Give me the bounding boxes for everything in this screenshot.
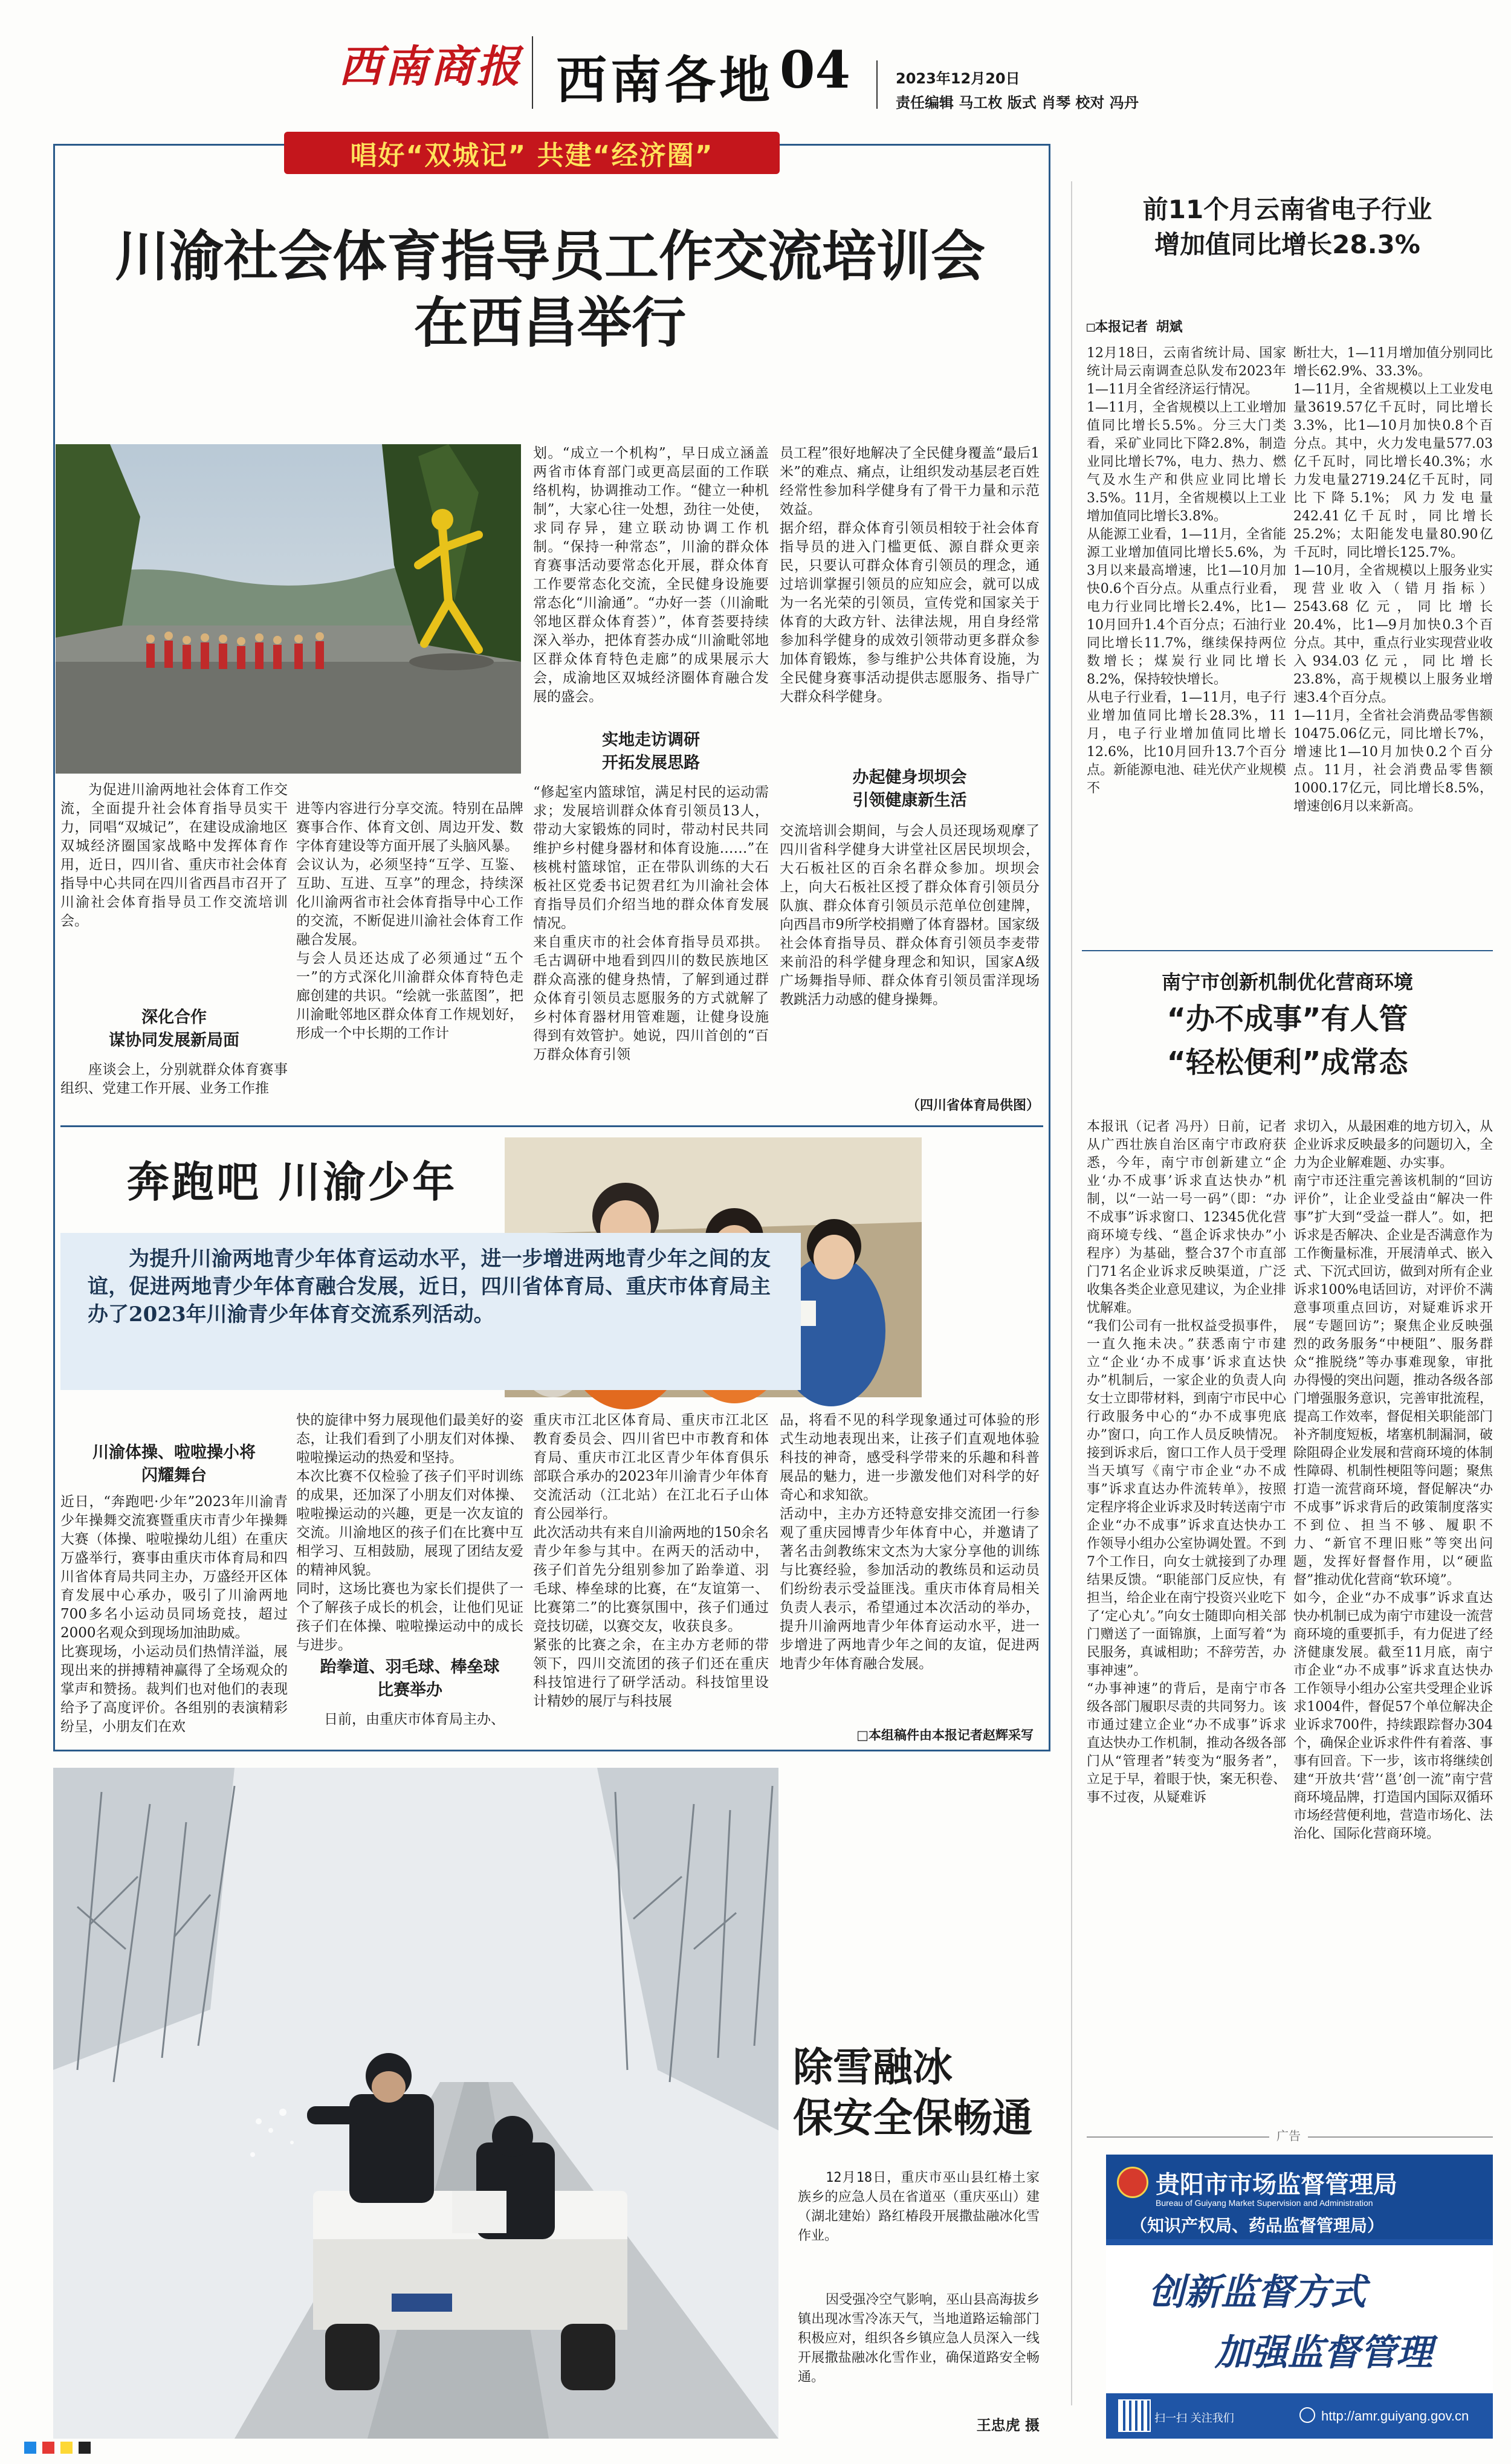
ad-qr-caption: 扫一扫 关注我们: [1154, 2412, 1234, 2425]
article1-col4-text: [780, 444, 1040, 746]
article3-title-line2: 增加值同比增长28.3%: [1154, 230, 1420, 259]
article5-photo: [53, 1768, 778, 2439]
article2-col4-text: [780, 1411, 1040, 1719]
article2-col3-text: [533, 1411, 769, 1741]
article5-credit: 王忠虎 摄: [976, 2417, 1040, 2434]
article1-lead-text: 为促进川渝两地社会体育工作交流，全面提升社会体育指导员实干力，同唱“双城记”，在建设成渝地区双城经济圈国家战略中发挥体育作用，近日，四川省、重庆市社会体育指导中心共同在四川省西昌市召开了川渝社会体育指导员工作交流培训会。: [60, 782, 288, 929]
article1-col4b-text: [780, 822, 1040, 1088]
article1-title-line2: 在西昌举行: [414, 291, 686, 355]
article2-col3-para: 重庆市江北区体育局、重庆市江北区教育委员会、四川省巴中市教育和体育局、重庆市江北区青少年体育俱乐部联合承办的2023年川渝青少年体育交流活动（江北站）在江北石子山体育公园举行。 此次活动共有来自川渝两地的150余名青少年参与其中。在两天的活动中，孩子们首先分组别参加了跆拳道、羽毛球、棒垒球的比赛，在“友谊第一、比赛第二”的比赛氛围中，孩子们通过竞技切磋，以赛交友，收获良多。 紧张的比赛之余，在主办方老师的带领下，四川交流团的孩子们还在重庆科技馆进行了研学活动。科技馆里设计精妙的展厅与科技展: [533, 1412, 769, 1709]
article2-col2-text: [296, 1411, 523, 1653]
article2-title: 奔跑吧 川渝少年: [127, 1157, 458, 1207]
ad-slogan-line2: 加强监督管理: [1215, 2332, 1432, 2374]
ad-slogan-line1: 创新监督方式: [1148, 2271, 1366, 2314]
right-column-divider: [1071, 181, 1072, 2405]
article1-subhead-2: 实地走访调研 开拓发展思路: [602, 731, 700, 772]
article5-title-line2: 保安全保畅通: [793, 2094, 1032, 2141]
ad-qr-code-icon: [1118, 2399, 1151, 2432]
footer-color-marks: [24, 2442, 145, 2454]
article2-col2-para: 快的旋律中努力展现他们最美好的姿态，让我们看到了小朋友们对体操、啦啦操运动的热爱和坚持。 本次比赛不仅检验了孩子们平时训练的成果，还加深了小朋友们对体操、啦啦操运动的兴趣，更是一次友谊的交流。川渝地区的孩子们在比赛中互相学习、互相鼓励，展现了团结友爱的精神风貌。 同时，这场比赛也为家长们提供了一个了解孩子成长的机会，让他们见证孩子们在体操、啦啦操运动中的成长与进步。: [296, 1412, 523, 1653]
article2-col4-para: 品，将看不见的科学现象通过可体验的形式生动地表现出来，让孩子们直观地体验科技的神奇，感受科学带来的乐趣和科普展品的魅力，进一步激发他们对科学的好奇心和求知欲。 活动中，主办方还特意安排交流团一行参观了重庆园博青少年体育中心，并邀请了著名击剑教练宋文杰为大家分享他的训练与比赛经验，参加活动的教练员和运动员们纷纷表示受益匪浅。重庆市体育局相关负责人表示，希望通过本次活动的举办，提升川渝两地青少年体育运动水平，进一步增进了两地青少年之间的友谊，促进两地青少年体育融合发展。: [780, 1412, 1040, 1672]
article3-col1-para: 12月18日，云南省统计局、国家统计局云南调查总队发布2023年1—11月全省经济运行情况。 1—11月，全省规模以上工业增加值同比增长5.5%。分三大门类看，采矿业同比下降2.8%，制造业同比增长7%，电力、热力、燃气及水生产和供应业同比增长3.5%。11月，全省规模以上工业增加值同比增长3.8%。 从能源工业看，1—11月，全省能源工业增加值同比增长5.6%，为3月以来最高增速，比1—10月加快0.6个百分点。从重点行业看，电力行业同比增长2.4%，比1—10月回升1.4个百分点；石油行业同比增长11.7%，继续保持两位数增长；煤炭行业同比增长8.2%，保持较快增长。 从电子行业看，1—11月，电子行业增加值同比增长28.3%，11月，电子行业增加值同比增长12.6%，比10月回升13.7个百分点。新能源电池、硅光伏产业规模不: [1087, 346, 1287, 796]
article4-col1-text: [1087, 1118, 1286, 2121]
article1-col1-para: 座谈会上，分别就群众体育赛事组织、党建工作开展、业务工作推: [60, 1062, 288, 1096]
article1-col4-para: 员工程”很好地解决了全民健身覆盖“最后1米”的难点、痛点，让组织发动基层老百姓经常性参加科学健身有了骨干力量和示范效益。 据介绍，群众体育引领员相较于社会体育指导员的进入门槛更低、源自群众更亲民，只要认可群众体育引领员的理念，通过培训掌握引领员的应知应会，就可以成为一名光荣的引领员，宣传党和国家关于体育的大政方针、法律法规，用自身经常参加科学健身的成效引领带动更多群众参加体育锻炼，参与维护公共体育设施，为全民健身赛事活动提供志愿服务、指导广大群众科学健身。: [780, 445, 1040, 705]
article1-title: [60, 224, 1040, 357]
article4-kicker: 南宁市创新机制优化营商环境: [1161, 971, 1413, 994]
article1-col3-text: [533, 444, 769, 728]
ad-org-name: 贵阳市市场监督管理局: [1156, 2171, 1397, 2199]
article1-photo-credit: （四川省体育局供图）: [906, 1098, 1040, 1113]
article1-col2-para: 进等内容进行分享交流。特别在品牌赛事合作、体育文创、周边开发、数字体育建设等方面开展了头脑风暴。 会议认为，必须坚持“互学、互鉴、互助、互进、互享”的理念，持续深化川渝两省市社会体育指导中心工作的交流，不断促进川渝社会体育工作融合发展。 与会人员还达成了必须通过“五个一”的方式深化川渝群众体育特色走廊创建的共识。“绘就一张蓝图”，把川渝毗邻地区群众体育工作规划好，形成一个中长期的工作计: [296, 801, 523, 1041]
masthead-divider-2: [876, 60, 878, 109]
article3-col2-text: [1293, 344, 1493, 931]
ad-website-icon: [1299, 2407, 1315, 2423]
article5-lead: [798, 2168, 1040, 2283]
article4-title: [1082, 997, 1493, 1084]
article5-lead-text: 12月18日，重庆市巫山县红椿土家族乡的应急人员在省道巫（重庆巫山）建（湖北建始）路红椿段开展撒盐融冰化雪作业。: [798, 2170, 1040, 2243]
article1-lead: [60, 781, 288, 980]
article1-subhead-1: 深化合作 谋协同发展新局面: [109, 1008, 239, 1050]
article5-title-line1: 除雪融冰: [793, 2043, 953, 2091]
ad-url: http://amr.guiyang.gov.cn: [1321, 2408, 1469, 2424]
article1-col1-text: [60, 1061, 288, 1121]
article-divider: [60, 1125, 1043, 1127]
article2-subhead-2: 跆拳道、羽毛球、棒垒球 比赛举办: [320, 1658, 500, 1699]
article2-col1-para: 近日，“奔跑吧·少年”2023年川渝青少年操舞交流赛暨重庆市青少年操舞大赛（体操、啦啦操幼儿组）在重庆万盛举行，赛事由重庆市体育局和四川省体育局共同主办，万盛经开区体育发展中心承办，吸引了川渝两地700多名小运动员同场竞技，超过2000名观众到现场加油助威。 比赛现场，小运动员们热情洋溢，展现出来的拼搏精神赢得了全场观众的掌声和赞扬。裁判们也对他们的表现给予了高度评价。各组别的表演精彩纷呈，小朋友们在欢: [60, 1494, 288, 1735]
article4-title-line2: “轻松便利”成常态: [1166, 1046, 1408, 1079]
right-divider-1: [1082, 950, 1493, 951]
masthead-divider: [532, 36, 533, 109]
article4-col2-para: 求切入，从最困难的地方切入，从企业诉求反映最多的问题切入，全力为企业解难题、办实事。 南宁市还注重完善该机制的“回访评价”，让企业受益由“解决一件事”扩大到“受益一群人”。如，把诉求是否解决、企业是否满意作为工作衡量标准，开展清单式、嵌入式、下沉式回访，做到对所有企业诉求100%电话回访，对评价不满意事项重点回访，对疑难诉求开展“专题回访”；聚焦企业反映强烈的政务服务“中梗阻”、服务群众“推脱绕”等办事难现象，审批办得慢的突出问题，推动各级各部门增强服务意识，完善审批流程，提高工作效率，督促相关职能部门补齐制度短板，堵塞机制漏洞，破除阻碍企业发展和营商环境的体制性障碍、机制性梗阻等问题；聚焦打造一流营商环境，督促解决“办不成事”诉求背后的政策制度落实不到位、担当不够、履职不力、“新官不理旧账”等突出问题，发挥好督督作用，以“硬监督”推动优化营商“软环境”。 如今，企业“办不成事”诉求直达快办机制已成为南宁市建设一流营商环境的重要抓手，有力促进了经济健康发展。截至11月底，南宁市企业“办不成事”诉求直达快办工作领导小组办公室共受理企业诉求1004件，督促57个单位解决企业诉求700件，持续跟踪督办304个，确保企业诉求件件有着落、事事有回音。下一步，该市将继续创建“开放共‘营’‘邕’创一流”南宁营商环境品牌，打造国内国际双循环市场经营便利地，营造市场化、法治化、国际化营商环境。: [1293, 1119, 1493, 1842]
article4-col1-para: 本报讯（记者 冯丹）日前，记者从广西壮族自治区南宁市政府获悉，今年，南宁市创新建立“企业‘办不成事’诉求直达快办”机制，以“一站一号一码”（即：“办不成事”诉求窗口、12345优化营商环境专线、“邕企诉求快办”小程序）为基础，整合37个市直部门71名企业诉求反映渠道，广泛收集各类企业意见建议，为企业排忧解难。 “我们公司有一批权益受损事件，一直久拖未决。”获悉南宁市建立“企业‘办不成事’诉求直达快办”机制后，一家企业的负责人向女士立即带材料，到南宁市民中心行政服务中心的“办不成事兜底办”窗口，向工作人员反映情况。接到诉求后，窗口工作人员于受理当天填写《南宁市企业“办不成事”诉求直达办件流转单》，按照定程序将企业诉求及时转送南宁市企业“办不成事”诉求直达快办工作领导小组办公室协调处置。不到7个工作日，向女士就接到了办理结果反馈。“职能部门反应快，有担当，给企业在南宁投资兴业吃下了‘定心丸’。”向女士随即向相关部门赠送了一面锦旗，上面写着“为民服务，真诚相助；不辞劳苦，办事神速”。 “办事神速”的背后，是南宁市各级各部门履职尽责的共同努力。该市通过建立企业“办不成事”诉求直达快办工作机制，推动各级各部门从“管理者”转变为“服务者”，立足于早，着眼于快，案无积卷、事不过夜，从疑难诉: [1087, 1119, 1287, 1805]
masthead: [0, 0, 1511, 121]
ad-org-english: Bureau of Guiyang Market Supervision and Administration: [1156, 2198, 1373, 2208]
article2-subhead-1: 川渝体操、啦啦操小将 闪耀舞台: [92, 1443, 256, 1485]
article2-col1-text: [60, 1493, 288, 1741]
page-number: 04: [780, 40, 850, 100]
ad-emblem-icon: [1117, 2167, 1148, 2198]
article1-col4b-para: 交流培训会期间，与会人员还现场观摩了四川省科学健身大讲堂社区居民坝坝会，大石板社区的百余名群众参加。坝坝会上，向大石板社区授了群众体育引领员分队旗、群众体育引领员示范单位创建牌，向西昌市9所学校捐赠了体育器材。国家级社会体育指导员、群众体育引领员李麦带来前沿的科学健身理念和知识，国家A级广场舞指导师、群众体育引领员雷洋现场教跳活力动感的健身操舞。: [780, 823, 1040, 1007]
article2-col2b-text: [296, 1710, 523, 1735]
article5-body-text: 因受强冷空气影响，巫山县高海拔乡镇出现冰雪冷冻天气，当地道路运输部门积极应对，组织各乡镇应急人员深入一线开展撒盐融冰化雪作业，确保道路安全畅通。: [798, 2292, 1040, 2385]
article1-col3-para: 划。“成立一个机构”，早日成立涵盖两省市体育部门或更高层面的工作联络机构，协调推动工作。“健立一种机制”，大家心往一处想，劲往一处使，求同存异，建立联动协调工作机制。“保持一种常态”，川渝的群众体育赛事活动要常态化开展，群众体育工作要常态化交流，全民健身设施要常态化“川渝通”。“办好一荟（川渝毗邻地区群众体育荟）”，体育荟要持续深入举办，把体育荟办成“川渝毗邻地区群众体育特色走廊”的成果展示大会，成渝地区双城经济圈体育融合发展的盛会。: [533, 445, 769, 705]
article1-photo: [56, 444, 521, 774]
article1-col3b-text: [533, 783, 769, 1122]
article1-col3b-para: “修起室内篮球馆，满足村民的运动需求；发展培训群众体育引领员13人，带动大家锻炼的同时，带动村民共同维护乡村健身器材和体育设施……”在核桃村篮球馆，正在带队训练的大石板社区党委书记贺君红为川渝社会体育指导员们介绍当地的群众体育发展情况。 来自重庆市的社会体育指导员邓拱。毛古调研中地看到四川的数民族地区群众高涨的健身热情，了解到通过群众体育引领员志愿服务的方式就解了乡村体育器材用管难题，让健身设施得到有效管护。她说，四川首创的“百万群众体育引领: [533, 784, 769, 1062]
article3-byline: □本报记者 胡斌: [1087, 320, 1183, 335]
article2-col2b-para: 日前，由重庆市体育局主办、: [324, 1712, 505, 1727]
article4-col2-text: [1293, 1118, 1493, 2121]
editorial-staff: 责任编辑 马工枚 版式 肖琴 校对 冯丹: [896, 94, 1139, 111]
article1-col2-text: [296, 781, 523, 1119]
article4-title-line1: “办不成事”有人管: [1166, 1002, 1408, 1036]
section-title: 西南各地: [556, 50, 774, 110]
article5-title: [793, 2042, 1047, 2143]
issue-date: 2023年12月20日: [896, 70, 1020, 87]
banner-text: 唱好“双城记” 共建“经济圈”: [350, 140, 714, 171]
article3-col1-text: [1087, 344, 1286, 949]
article1-title-line1: 川渝社会体育指导员工作交流培训会: [115, 225, 985, 288]
banner: [284, 132, 780, 174]
article3-title: [1082, 192, 1493, 262]
article2-lead: 为提升川渝两地青少年体育运动水平，进一步增进两地青少年之间的友谊，促进两地青少年体育融合发展，近日，四川省体育局、重庆市体育局主办了2023年川渝青少年体育交流系列活动。: [88, 1247, 771, 1327]
article3-title-line1: 前11个月云南省电子行业: [1142, 195, 1432, 224]
article5-body: [798, 2291, 1040, 2408]
article2-credit: □本组稿件由本报记者赵辉采写: [856, 1728, 1034, 1742]
ad-label: 广告: [1269, 2126, 1308, 2144]
article3-col2-para: 断壮大，1—11月增加值分别同比增长62.9%、33.3%。 1—11月，全省规模以上工业发电量3619.57亿千瓦时，同比增长3.3%，比1—10月加快0.8个百分点。其中，火力发电量577.03亿千瓦时，同比增长40.3%；水力发电量2719.24亿千瓦时，同比下降5.1%；风力发电量242.41亿千瓦时，同比增长25.2%；太阳能发电量80.90亿千瓦时，同比增长125.7%。 1—10月，全省规模以上服务业实现营业收入（错月指标）2543.68亿元，同比增长20.4%，比1—9月加快0.3个百分点。其中，重点行业实现营业收入934.03亿元，同比增长23.8%，高于规模以上服务业增速3.4个百分点。 1—11月，全省社会消费品零售额10475.06亿元，同比增长7%，增速比1—10月加快0.2个百分点。11月，社会消费品零售额1000.17亿元，同比增长8.5%，增速创6月以来新高。: [1293, 346, 1493, 814]
ad-org-sub: （知识产权局、药品监督管理局）: [1130, 2216, 1385, 2236]
paper-logo: 西南商报: [338, 40, 523, 92]
ad-box: [1106, 2155, 1493, 2439]
article1-subhead-3: 办起健身坝坝会 引领健康新生活: [852, 768, 967, 810]
